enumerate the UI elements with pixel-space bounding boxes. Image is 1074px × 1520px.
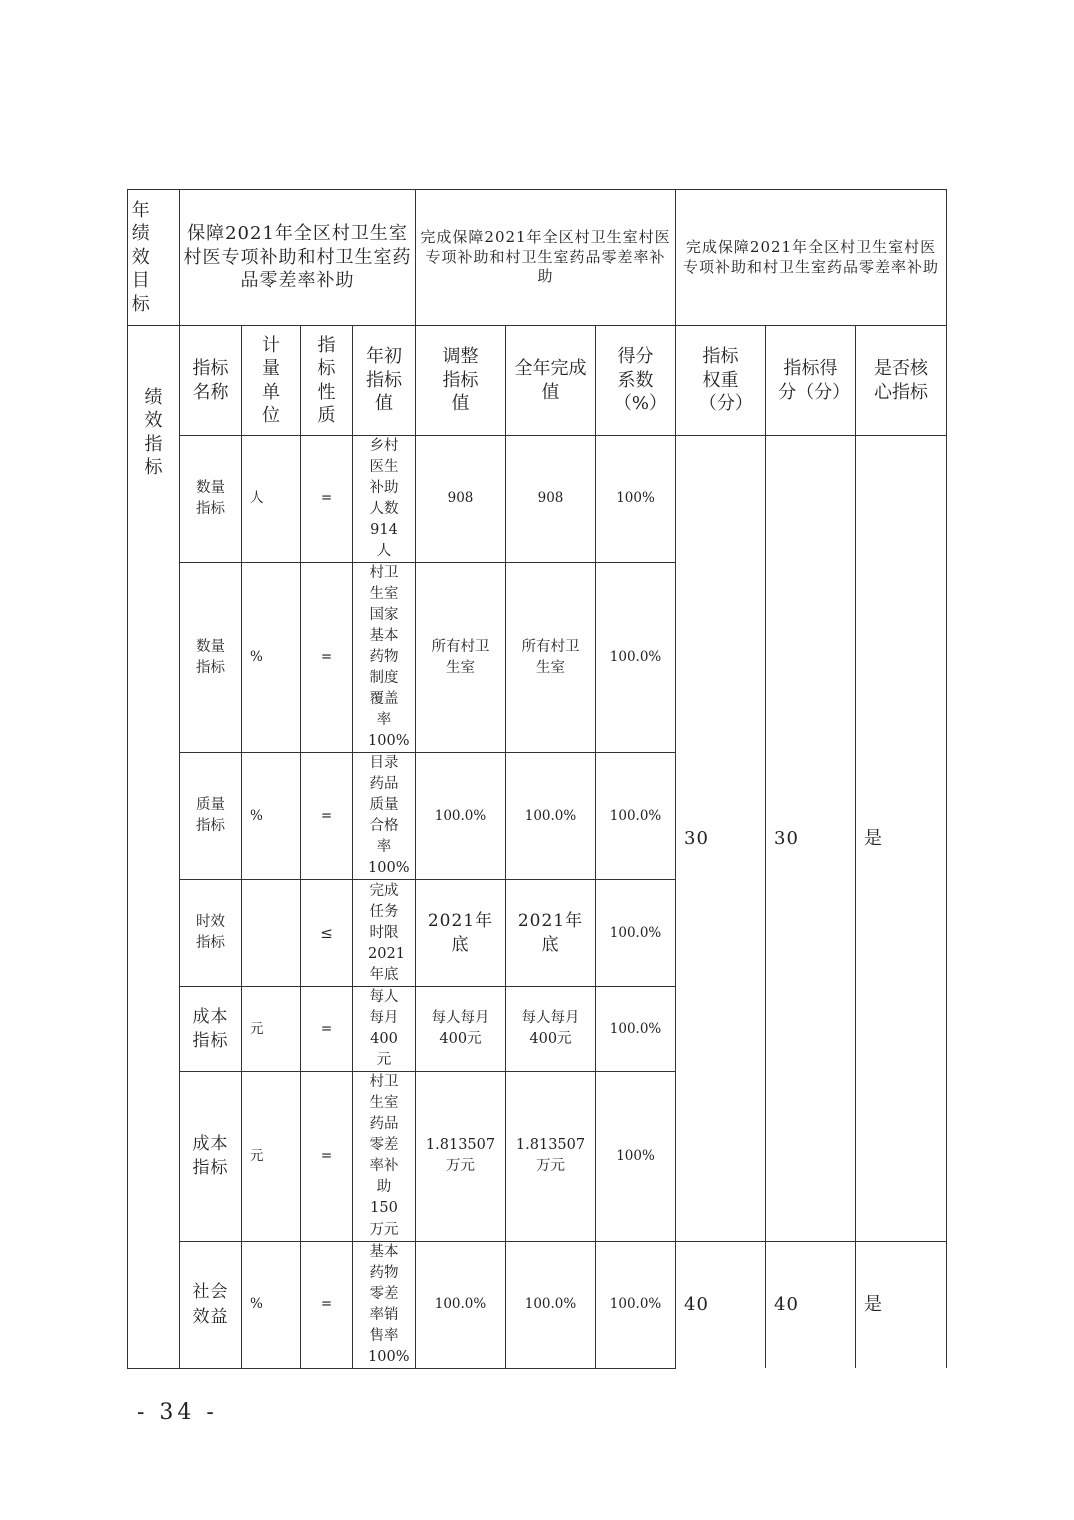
indicator-initial: 每人每月400元: [353, 987, 416, 1072]
header-weight: 指标权重（分）: [676, 326, 766, 436]
table-row: [128, 436, 947, 563]
page-number: - 34 -: [137, 1400, 218, 1425]
indicator-initial: 目录药品质量合格率100%: [353, 753, 416, 880]
indicator-coef: 100.0%: [596, 563, 676, 753]
header-row: [128, 326, 947, 436]
indicator-unit: 人: [242, 436, 301, 563]
indicator-coef: 100.0%: [596, 880, 676, 987]
indicator-adjusted: 2021年底: [416, 880, 506, 987]
indicator-unit: %: [242, 1241, 301, 1368]
indicator-label: 绩效指标: [128, 326, 180, 563]
indicator-completed: 每人每月400元: [506, 987, 596, 1072]
indicator-unit: 元: [242, 1072, 301, 1241]
indicator-initial: 完成任务时限2021年底: [353, 880, 416, 987]
indicator-coef: 100.0%: [596, 753, 676, 880]
goal-adjusted: 完成保障2021年全区村卫生室村医专项补助和村卫生室药品零差率补助: [416, 190, 676, 326]
indicator-nature: =: [301, 563, 353, 753]
row-spacer: [128, 987, 180, 1072]
goal-actual: 完成保障2021年全区村卫生室村医专项补助和村卫生室药品零差率补助: [676, 190, 947, 326]
goal-label: 年绩效目标: [128, 190, 180, 326]
header-name: 指标名称: [180, 326, 242, 436]
indicator-adjusted: 908: [416, 436, 506, 563]
indicator-completed: 908: [506, 436, 596, 563]
indicator-nature: =: [301, 1241, 353, 1368]
indicator-initial: 村卫生室国家基本药物制度覆盖率100%: [353, 563, 416, 753]
row-spacer: [128, 563, 180, 753]
indicator-completed: 2021年底: [506, 880, 596, 987]
indicator-adjusted: 100.0%: [416, 1241, 506, 1368]
indicator-name: 成本指标: [180, 987, 242, 1072]
indicator-unit: 元: [242, 987, 301, 1072]
group2-core: 是: [856, 1241, 947, 1368]
indicator-adjusted: 1.813507万元: [416, 1072, 506, 1241]
indicator-completed: 100.0%: [506, 1241, 596, 1368]
indicator-unit: %: [242, 753, 301, 880]
row-spacer: [128, 880, 180, 987]
indicator-name: 数量指标: [180, 436, 242, 563]
indicator-initial: 乡村医生补助人数914人: [353, 436, 416, 563]
header-adjusted-value: 调整指标值: [416, 326, 506, 436]
indicator-completed: 100.0%: [506, 753, 596, 880]
goal-initial: 保障2021年全区村卫生室村医专项补助和村卫生室药品零差率补助: [180, 190, 416, 326]
group1-weight: 30: [676, 436, 766, 1242]
indicator-adjusted: 每人每月400元: [416, 987, 506, 1072]
indicator-name: 质量指标: [180, 753, 242, 880]
indicator-completed: 所有村卫生室: [506, 563, 596, 753]
header-core: 是否核心指标: [856, 326, 947, 436]
indicator-initial: 基本药物零差率销售率100%: [353, 1241, 416, 1368]
group2-score: 40: [766, 1241, 856, 1368]
row-spacer: [128, 1241, 180, 1368]
indicator-unit: [242, 880, 301, 987]
performance-table: [127, 189, 947, 1369]
indicator-initial: 村卫生室药品零差率补助150万元: [353, 1072, 416, 1241]
indicator-coef: 100%: [596, 1072, 676, 1241]
indicator-coef: 100%: [596, 436, 676, 563]
indicator-nature: =: [301, 1072, 353, 1241]
group2-weight: 40: [676, 1241, 766, 1368]
indicator-nature: ≤: [301, 880, 353, 987]
goal-row: [128, 190, 947, 326]
indicator-coef: 100.0%: [596, 987, 676, 1072]
row-spacer: [128, 1072, 180, 1241]
indicator-adjusted: 所有村卫生室: [416, 563, 506, 753]
indicator-nature: =: [301, 753, 353, 880]
indicator-completed: 1.813507万元: [506, 1072, 596, 1241]
header-completed-value: 全年完成值: [506, 326, 596, 436]
header-initial-value: 年初指标值: [353, 326, 416, 436]
indicator-adjusted: 100.0%: [416, 753, 506, 880]
indicator-nature: =: [301, 987, 353, 1072]
group1-score: 30: [766, 436, 856, 1242]
group1-core: 是: [856, 436, 947, 1242]
table-row: [128, 1241, 947, 1368]
indicator-coef: 100.0%: [596, 1241, 676, 1368]
header-score-coef: 得分系数（%）: [596, 326, 676, 436]
indicator-name: 成本指标: [180, 1072, 242, 1241]
indicator-name: 社会效益: [180, 1241, 242, 1368]
indicator-unit: %: [242, 563, 301, 753]
indicator-name: 数量指标: [180, 563, 242, 753]
indicator-name: 时效指标: [180, 880, 242, 987]
header-score: 指标得分（分）: [766, 326, 856, 436]
header-unit: 计量单位: [242, 326, 301, 436]
header-nature: 指标性质: [301, 326, 353, 436]
indicator-nature: =: [301, 436, 353, 563]
row-spacer: [128, 753, 180, 880]
